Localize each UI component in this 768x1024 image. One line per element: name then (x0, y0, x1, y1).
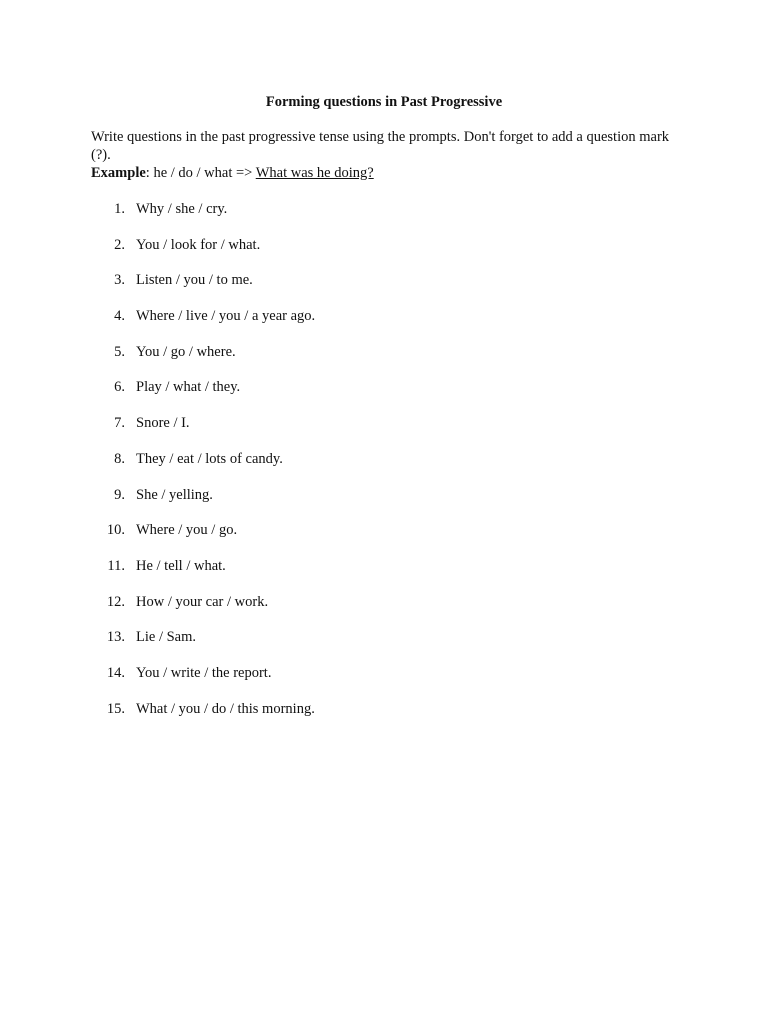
item-prompt: He / tell / what. (136, 557, 226, 574)
item-number: 14. (106, 664, 125, 681)
item-number: 8. (114, 450, 125, 467)
example-label: Example (91, 165, 146, 181)
item-number: 6. (114, 379, 125, 396)
item-number: 11. (107, 557, 125, 574)
item-number: 5. (114, 343, 125, 360)
item-prompt: How / your car / work. (136, 593, 269, 610)
item-number: 15. (106, 700, 125, 717)
item-number: 12. (106, 593, 125, 610)
item-prompt: Play / what / they. (136, 379, 241, 396)
item-prompt: Where / live / you / a year ago. (136, 308, 316, 325)
item-prompt: Listen / you / to me. (136, 272, 253, 289)
instructions-text: Write questions in the past progressive tense using the prompts. Don't forget to add a question mark (?). (91, 129, 670, 163)
item-number: 7. (114, 415, 125, 432)
item-prompt: Why / she / cry. (136, 201, 228, 217)
example-line (91, 164, 374, 182)
item-number: 9. (114, 486, 125, 503)
item-prompt: You / write / the report. (136, 664, 272, 681)
item-number: 1. (114, 201, 125, 217)
example-prompt: he / do / what => (149, 165, 256, 181)
item-prompt: They / eat / lots of candy. (136, 450, 283, 467)
example-separator: : (145, 165, 150, 181)
item-prompt: She / yelling. (136, 486, 213, 503)
item-prompt: Where / you / go. (136, 522, 238, 539)
item-prompt: Lie / Sam. (136, 629, 197, 646)
item-number: 10. (106, 522, 125, 539)
document-title: Forming questions in Past Progressive (265, 94, 503, 110)
example-answer: What was he doing? (255, 165, 374, 181)
item-number: 4. (114, 308, 125, 325)
item-number: 3. (114, 272, 125, 289)
item-prompt: Snore / I. (136, 415, 190, 432)
item-number: 2. (114, 236, 125, 253)
item-prompt: You / look for / what. (136, 236, 261, 253)
item-prompt: What / you / do / this morning. (136, 700, 315, 717)
item-prompt: You / go / where. (136, 343, 236, 360)
item-number: 13. (106, 629, 125, 646)
